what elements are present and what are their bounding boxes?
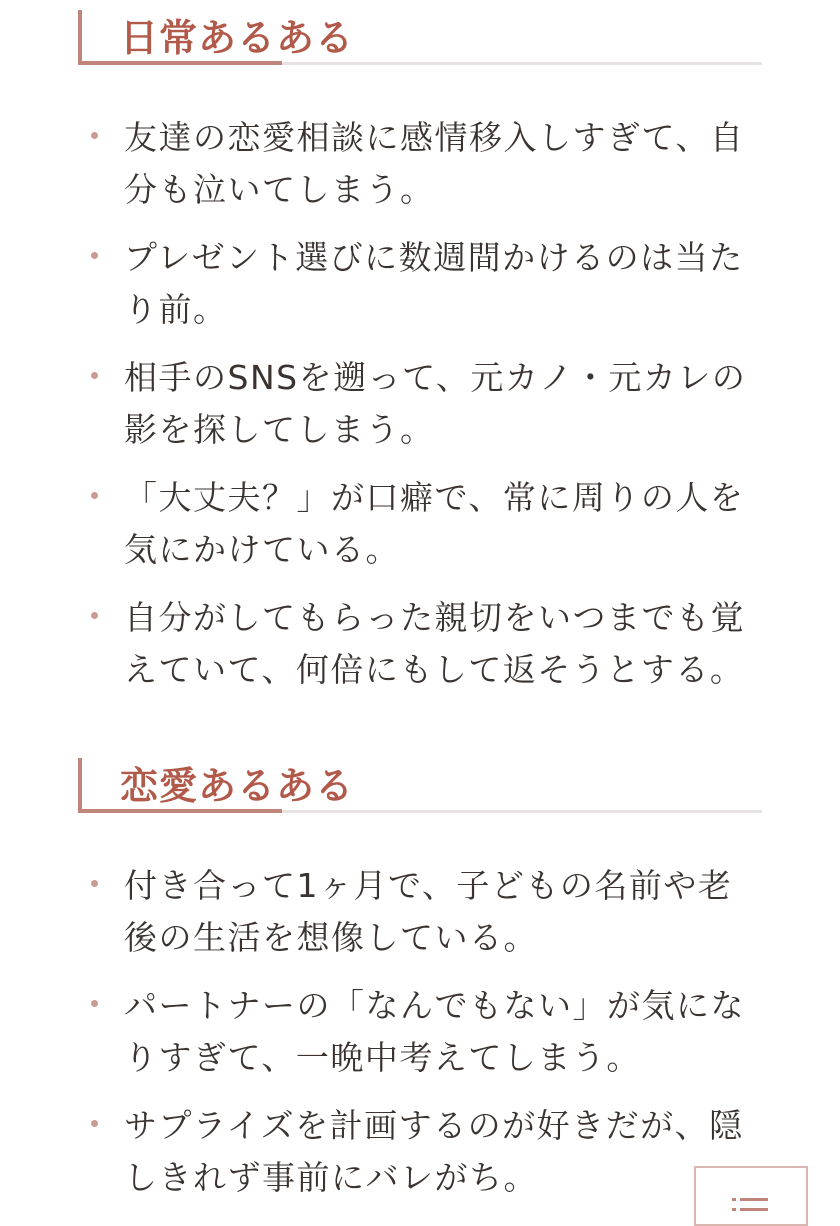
section-heading-daily [78, 10, 762, 66]
bullet-icon [91, 1000, 98, 1007]
bullet-icon [91, 1120, 98, 1127]
bullet-icon [91, 372, 98, 379]
list-item-text: サプライズを計画するのが好きだが、隠しきれず事前にバレがち。 [124, 1106, 744, 1197]
list-item [0, 112, 840, 232]
list-icon [732, 1196, 772, 1216]
bullet-icon [91, 612, 98, 619]
bullet-icon [91, 880, 98, 887]
list-item [0, 592, 840, 712]
bullet-icon [91, 252, 98, 259]
heading-underline-accent [78, 809, 282, 813]
heading-accent-bar [78, 10, 82, 64]
list-item-text: 付き合って1ヶ月で、子どもの名前や老後の生活を想像している。 [124, 866, 733, 957]
list-item [0, 980, 840, 1100]
list-item-text: 相手のSNSを遡って、元カノ・元カレの影を探してしまう。 [124, 358, 747, 449]
bullet-icon [91, 132, 98, 139]
list-item-text: パートナーの「なんでもない」が気になりすぎて、一晩中考えてしまう。 [124, 986, 745, 1077]
list-item [0, 472, 840, 592]
heading-accent-bar [78, 758, 82, 812]
heading-underline [282, 810, 762, 813]
section-heading-love [78, 758, 762, 814]
list-item-text: プレゼント選びに数週間かけるのは当たり前。 [124, 238, 744, 329]
toc-button[interactable] [694, 1166, 808, 1226]
list-item-text: 友達の恋愛相談に感情移入しすぎて、自分も泣いてしまう。 [124, 118, 745, 209]
list-item [0, 352, 840, 472]
heading-underline-accent [78, 61, 282, 65]
list-item [0, 860, 840, 980]
list-item-text: 自分がしてもらった親切をいつまでも覚えていて、何倍にもして返そうとする。 [124, 598, 745, 689]
section-title: 日常あるある [120, 16, 355, 60]
heading-underline [282, 62, 762, 65]
bullet-icon [91, 492, 98, 499]
list-item [0, 232, 840, 352]
section-title: 恋愛あるある [120, 764, 355, 808]
list-item-text: 「大丈夫？」が口癖で、常に周りの人を気にかけている。 [124, 478, 745, 569]
